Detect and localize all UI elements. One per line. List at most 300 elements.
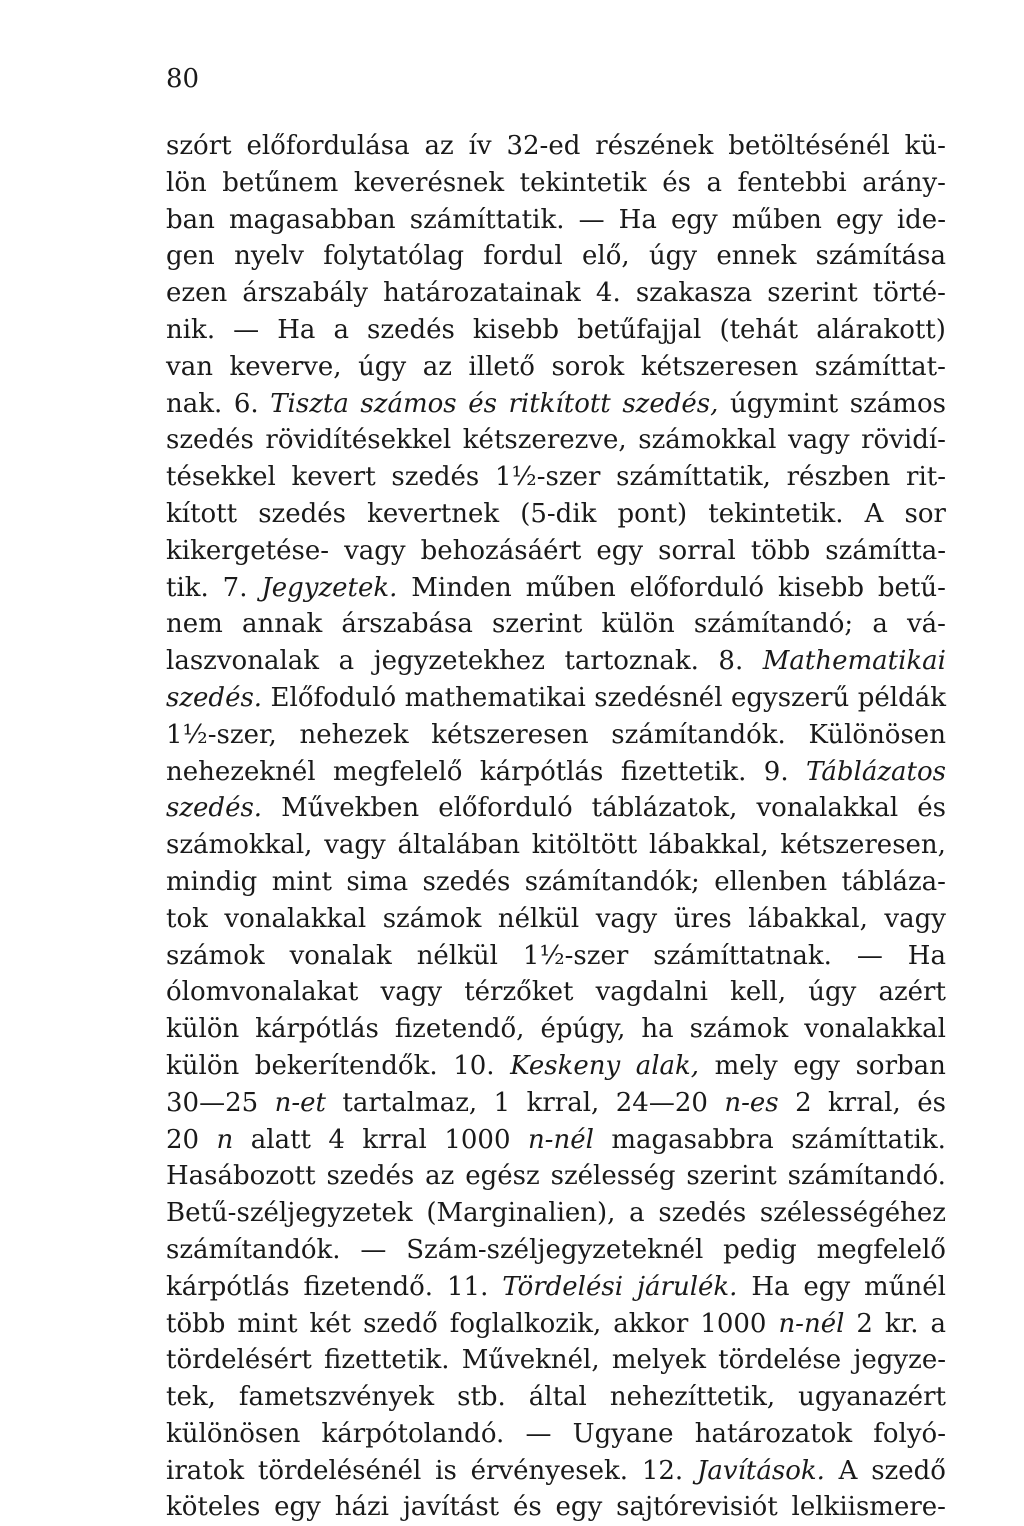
word: krral, xyxy=(828,1087,901,1118)
word: 2 xyxy=(795,1087,812,1118)
italic-word: ritkított xyxy=(508,388,611,419)
word: nélkül xyxy=(497,903,580,934)
word: folyó- xyxy=(873,1418,946,1449)
word: úgy xyxy=(808,977,857,1008)
word: a xyxy=(333,314,349,345)
word: szerint xyxy=(491,609,583,640)
word: stb. xyxy=(457,1382,506,1413)
word: vagy xyxy=(884,903,946,934)
word: foglalkozik, xyxy=(449,1308,602,1339)
italic-word: n-nél xyxy=(527,1124,594,1155)
word: a xyxy=(930,1308,946,1339)
word: üres xyxy=(673,903,732,934)
word: számok xyxy=(689,1014,789,1045)
word: megfelelő xyxy=(333,756,463,787)
word: számokkal, xyxy=(166,830,313,861)
word: 1½-szer xyxy=(494,462,601,493)
word: lön xyxy=(166,167,207,198)
word: ennek xyxy=(716,241,797,272)
word: kétszerezve, xyxy=(462,425,627,456)
word: vonalakkal xyxy=(756,793,899,824)
word: (5-dik xyxy=(520,498,597,529)
word: tésekkel xyxy=(166,462,276,493)
word: törté- xyxy=(872,278,946,309)
word: kü- xyxy=(904,131,946,161)
text-line xyxy=(166,754,946,791)
word: szerint xyxy=(686,1161,777,1192)
word: sorok xyxy=(551,351,625,382)
word: magasabban xyxy=(228,204,396,235)
word: szedés xyxy=(658,1198,747,1229)
word: laszvonalak xyxy=(166,646,320,677)
word: keverve, xyxy=(229,351,342,382)
word: ív xyxy=(468,131,492,161)
word: térzőket xyxy=(464,977,574,1008)
word: akkor xyxy=(613,1308,689,1339)
word: árszabása xyxy=(341,609,473,640)
word: műben xyxy=(525,572,616,603)
word: elő, xyxy=(582,241,630,272)
word: fordul xyxy=(483,241,563,272)
page-number: 80 xyxy=(166,64,200,94)
word: Művekben xyxy=(281,793,420,824)
word: nehezek xyxy=(299,719,409,750)
word: vagy xyxy=(788,425,850,456)
word: kitöltött xyxy=(531,830,638,861)
word: 6. xyxy=(233,388,259,419)
italic-word: Javítások. xyxy=(696,1455,825,1486)
word: folytatólag xyxy=(323,241,464,272)
word: Ha xyxy=(751,1271,790,1302)
word: határozatok xyxy=(694,1418,853,1449)
italic-word: Tiszta xyxy=(270,388,349,419)
word: kétszeresen xyxy=(431,719,589,750)
word: 7. xyxy=(222,572,248,603)
word: 10. xyxy=(453,1050,495,1081)
word: szedés xyxy=(422,866,511,897)
word: úgy xyxy=(358,351,407,382)
text-line xyxy=(166,1232,946,1269)
word: és xyxy=(917,1087,946,1118)
word: vagdalni xyxy=(595,977,708,1008)
word: sor xyxy=(904,498,946,529)
word: sajtórevisiót xyxy=(616,1492,778,1523)
italic-word: szedés, xyxy=(622,388,719,419)
word: Szám-széljegyzeteknél xyxy=(406,1234,704,1265)
word: pont) xyxy=(617,498,688,529)
word: mathematikai xyxy=(404,682,586,713)
word: árszabály xyxy=(242,278,368,309)
italic-word: Jegyzetek. xyxy=(261,572,398,603)
word: egyszerű xyxy=(730,682,850,713)
word: betöltésénél xyxy=(728,131,890,161)
word: jegyzetekhez xyxy=(373,646,545,677)
word: egy xyxy=(803,1271,851,1302)
italic-word: alak, xyxy=(635,1050,700,1081)
word: annak xyxy=(241,609,323,640)
word: ólomvonalakat xyxy=(166,977,359,1008)
word: szakasza xyxy=(635,278,753,309)
word: számíttatik. xyxy=(409,204,565,235)
word: úgymint xyxy=(729,388,839,419)
word: 9. xyxy=(763,756,789,787)
word: műben xyxy=(731,204,822,235)
word: által xyxy=(528,1382,587,1413)
word: fizettetik. xyxy=(620,756,747,787)
word: kárpótlás xyxy=(479,756,604,787)
word: ha xyxy=(641,1014,674,1045)
word: számíttatik, xyxy=(616,462,771,493)
word: A xyxy=(838,1455,858,1486)
text-line xyxy=(166,1379,946,1416)
italic-word: szedés. xyxy=(166,793,263,824)
word: szedésnél xyxy=(594,682,723,713)
word: kisebb xyxy=(777,572,865,603)
word: több xyxy=(750,535,811,566)
word: egy xyxy=(555,1492,603,1523)
italic-word: n xyxy=(216,1124,234,1155)
word: egész xyxy=(465,1161,540,1192)
text-line xyxy=(166,533,946,570)
word: szedés xyxy=(166,425,254,456)
word: (tehát xyxy=(719,314,799,345)
word: tartalmaz, xyxy=(342,1087,478,1118)
word: részének xyxy=(595,131,714,161)
word: illető xyxy=(468,351,535,382)
text-line xyxy=(166,165,946,202)
word: általában xyxy=(397,830,520,861)
word: tekintetik. xyxy=(708,498,844,529)
text-line xyxy=(166,275,946,312)
word: keverésnek xyxy=(353,167,505,198)
word: kétszeresen, xyxy=(780,830,946,861)
word: azért xyxy=(878,977,946,1008)
text-line xyxy=(166,202,946,239)
text-line xyxy=(166,1085,946,1122)
word: szedés xyxy=(367,314,455,345)
text-line xyxy=(166,1122,946,1159)
word: tördelésénél xyxy=(257,1455,422,1486)
word: ezen xyxy=(166,278,228,309)
word: nik. xyxy=(166,314,216,345)
text-line xyxy=(166,864,946,901)
text-line xyxy=(166,1048,946,1085)
word: nak. xyxy=(166,388,223,419)
word: betűfajjal xyxy=(577,314,702,345)
word: tok xyxy=(166,903,208,934)
italic-word: Keskeny xyxy=(510,1050,621,1081)
text-line xyxy=(166,790,946,827)
word: fizettetik. xyxy=(324,1345,450,1376)
word: betű- xyxy=(877,572,946,603)
word: — xyxy=(360,1234,387,1265)
word: egy xyxy=(596,535,644,566)
word: műnél xyxy=(864,1271,946,1302)
word: Ha xyxy=(277,314,316,345)
italic-word: n-nél xyxy=(778,1308,845,1339)
word: számos xyxy=(849,388,946,419)
word: kárpótolandó. xyxy=(321,1418,505,1449)
word: megfelelő xyxy=(816,1234,946,1265)
italic-word: n-et xyxy=(274,1087,326,1118)
word: a xyxy=(872,609,888,640)
word: sima xyxy=(346,866,409,897)
word: Ugyane xyxy=(572,1418,674,1449)
word: előfordulása xyxy=(246,131,410,161)
text-line xyxy=(166,680,946,717)
word: magasabbra xyxy=(611,1124,774,1155)
word: fametszvények xyxy=(238,1382,435,1413)
word: betűnem xyxy=(222,167,339,198)
word: kr. xyxy=(884,1308,919,1339)
word: rövidí- xyxy=(861,425,946,456)
word: melyek xyxy=(611,1345,706,1376)
word: és xyxy=(662,167,691,198)
word: kárpótlás xyxy=(166,1271,290,1302)
italic-word: Tördelési xyxy=(502,1271,624,1302)
word: számíttatnak. xyxy=(653,940,832,971)
word: egy xyxy=(836,204,883,235)
word: lábakkal, xyxy=(649,830,769,861)
text-line xyxy=(166,496,946,533)
word: vonalak xyxy=(289,940,392,971)
word: fentebbi xyxy=(737,167,847,198)
word: 11. xyxy=(446,1271,489,1302)
word: kevert xyxy=(291,462,376,493)
text-line xyxy=(166,606,946,643)
word: tekintetik xyxy=(519,167,647,198)
word: vá- xyxy=(906,609,946,640)
word: ban xyxy=(166,204,215,235)
word: 2 xyxy=(856,1308,873,1339)
word: jegyze- xyxy=(853,1345,946,1376)
word: köteles xyxy=(166,1492,261,1523)
word: nehezeknél xyxy=(166,756,316,787)
italic-word: számos xyxy=(360,388,457,419)
text-line xyxy=(166,1453,946,1490)
word: számítandó; xyxy=(693,609,854,640)
word: 30—25 xyxy=(166,1087,259,1118)
word: behozásáért xyxy=(420,535,582,566)
word: 24—20 xyxy=(615,1087,708,1118)
text-line xyxy=(166,901,946,938)
word: vonalakkal xyxy=(804,1014,946,1045)
text-line xyxy=(166,938,946,975)
word: 8. xyxy=(718,646,744,677)
word: — xyxy=(578,204,605,235)
text-line xyxy=(166,570,946,607)
text-line xyxy=(166,386,946,423)
italic-word: n-es xyxy=(724,1087,779,1118)
word: az xyxy=(422,351,452,382)
word: a xyxy=(338,646,355,677)
word: vagy xyxy=(324,830,386,861)
text-line xyxy=(166,1195,946,1232)
word: számítandók; xyxy=(524,866,700,897)
word: az xyxy=(425,1161,455,1192)
word: számok xyxy=(382,903,482,934)
word: példák xyxy=(857,682,946,713)
word: iratok xyxy=(166,1455,245,1486)
word: tördelése xyxy=(718,1345,842,1376)
word: szerint xyxy=(767,278,858,309)
word: különösen xyxy=(166,1418,301,1449)
word: vagy xyxy=(344,535,406,566)
body-text xyxy=(166,128,946,1526)
word: ugyanazért xyxy=(798,1382,946,1413)
word: fizetendő, xyxy=(394,1014,525,1045)
word: külön xyxy=(166,1050,240,1081)
text-line xyxy=(166,312,946,349)
word: mint xyxy=(271,866,332,897)
word: kevertnek xyxy=(367,498,500,529)
italic-word: szedés. xyxy=(166,682,263,713)
italic-word: Táblázatos xyxy=(806,756,946,787)
word: épúgy, xyxy=(540,1014,626,1045)
word: szélesség xyxy=(550,1161,676,1192)
word: arány- xyxy=(862,167,946,198)
text-line xyxy=(166,128,946,165)
word: — xyxy=(856,940,883,971)
word: kikergetése- xyxy=(166,535,330,566)
word: nehezíttetik, xyxy=(609,1382,776,1413)
word: számítandók. xyxy=(166,1234,341,1265)
text-line xyxy=(166,643,946,680)
text-line xyxy=(166,422,946,459)
word: és xyxy=(512,1492,542,1523)
word: 1000 xyxy=(700,1308,767,1339)
text-line xyxy=(166,1158,946,1195)
word: javítást xyxy=(402,1492,500,1523)
word: mindig xyxy=(166,866,258,897)
word: előforduló xyxy=(629,572,765,603)
word: kétszeresen xyxy=(640,351,799,382)
text-line xyxy=(166,1011,946,1048)
word: kárpótlás xyxy=(255,1014,379,1045)
word: mint xyxy=(237,1308,298,1339)
text-line xyxy=(166,974,946,1011)
word: számokkal xyxy=(638,425,777,456)
word: és xyxy=(917,793,946,824)
word: mely xyxy=(714,1050,778,1081)
word: krral, xyxy=(526,1087,600,1118)
word: nélkül xyxy=(416,940,498,971)
word: szedés xyxy=(391,462,480,493)
word: bekerítendők. xyxy=(254,1050,438,1081)
text-line xyxy=(166,1416,946,1453)
word: szélességéhez xyxy=(759,1198,946,1229)
word: külön xyxy=(166,1014,240,1045)
word: 4. xyxy=(595,278,621,309)
word: szedő xyxy=(363,1308,438,1339)
word: számítandó. xyxy=(787,1161,946,1192)
word: előforduló xyxy=(438,793,573,824)
word: szedés xyxy=(258,498,346,529)
word: Betű-széljegyzetek xyxy=(166,1198,413,1229)
word: Különösen xyxy=(808,719,946,750)
word: tek, xyxy=(166,1382,216,1413)
word: a xyxy=(706,167,722,198)
word: alatt xyxy=(250,1124,311,1155)
word: alárakott) xyxy=(816,314,946,345)
word: részben xyxy=(786,462,891,493)
word: 1½-szer, xyxy=(166,719,277,750)
word: 1 xyxy=(493,1087,511,1118)
word: kított xyxy=(166,498,238,529)
word: számítta- xyxy=(825,535,946,566)
word: házi xyxy=(334,1492,389,1523)
word: táblázatok, xyxy=(591,793,738,824)
word: sorban xyxy=(855,1050,946,1081)
word: szórt xyxy=(166,131,232,161)
text-line xyxy=(166,1269,946,1306)
word: — xyxy=(525,1418,552,1449)
word: vagy xyxy=(380,977,443,1008)
word: — xyxy=(233,314,260,345)
word: ellenben xyxy=(714,866,828,897)
word: Hasábozott xyxy=(166,1161,316,1192)
word: számítandók. xyxy=(611,719,786,750)
word: tördelésért xyxy=(166,1345,312,1376)
word: külön xyxy=(601,609,675,640)
italic-word: Mathematikai xyxy=(762,646,946,677)
word: két xyxy=(309,1308,352,1339)
text-line xyxy=(166,459,946,496)
word: kell, xyxy=(730,977,787,1008)
text-line xyxy=(166,717,946,754)
word: egy xyxy=(793,1050,840,1081)
word: lelkiismere- xyxy=(791,1492,946,1523)
word: krral xyxy=(362,1124,427,1155)
word: Ha xyxy=(618,204,657,235)
word: úgy xyxy=(648,241,698,272)
text-line xyxy=(166,1306,946,1343)
word: rövidítésekkel xyxy=(265,425,452,456)
word: nem xyxy=(166,609,223,640)
word: Műveknél, xyxy=(461,1345,600,1376)
text-line xyxy=(166,349,946,386)
text-line xyxy=(166,827,946,864)
word: nyelv xyxy=(234,241,304,272)
text-line xyxy=(166,238,946,275)
word: 1000 xyxy=(444,1124,511,1155)
word: Ha xyxy=(907,940,946,971)
word: határozatainak xyxy=(383,278,581,309)
word: számok xyxy=(166,940,265,971)
word: tik. xyxy=(166,572,209,603)
word: a xyxy=(629,1198,645,1229)
text-line xyxy=(166,1342,946,1379)
word: (Marginalien), xyxy=(426,1198,616,1229)
word: számítása xyxy=(815,241,946,272)
word: 1½-szer xyxy=(522,940,629,971)
word: van xyxy=(166,351,213,382)
word: 32-ed xyxy=(506,131,581,161)
word: pedig xyxy=(723,1234,797,1265)
word: számíttat- xyxy=(814,351,946,382)
word: fizetendő. xyxy=(303,1271,434,1302)
word: Előfoduló xyxy=(270,682,397,713)
word: rit- xyxy=(906,462,946,493)
word: sorral xyxy=(658,535,736,566)
word: több xyxy=(166,1308,226,1339)
word: 4 xyxy=(328,1124,345,1155)
word: vagy xyxy=(595,903,658,934)
word: ide- xyxy=(896,204,946,235)
word: A xyxy=(864,498,884,529)
text-line xyxy=(166,1489,946,1526)
word: szedés xyxy=(326,1161,415,1192)
